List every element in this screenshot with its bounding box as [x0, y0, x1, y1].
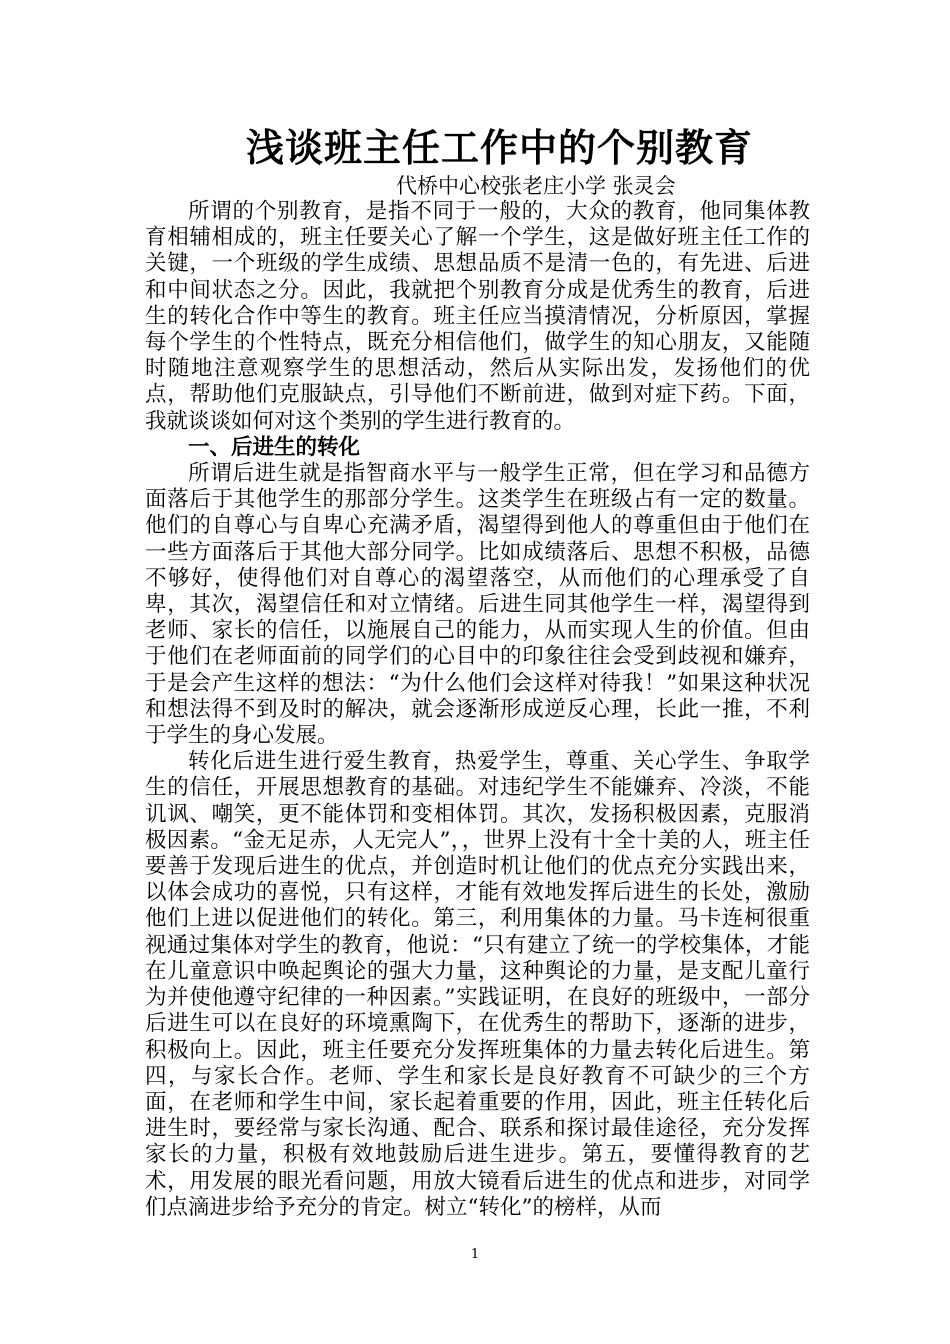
document-body	[145, 199, 810, 1221]
page-number: 1	[470, 1247, 480, 1262]
intro-paragraph: 所谓的个别教育，是指不同于一般的，大众的教育，他同集体教育相辅相成的，班主任要关心了解一个学生，这是做好班主任工作的关键，一个班级的学生成绩、思想品质不是清一色的，有先进、后进和中间状态之分。因此，我就把个别教育分成是优秀生的教育，后进生的转化合作中等生的教育。班主任应当摸清情况，分析原因，掌握每个学生的个性特点，既充分相信他们，做学生的知心朋友，又能随时随地注意观察学生的思想活动，然后从实际出发，发扬他们的优点，帮助他们克服缺点，引导他们不断前进，做到对症下药。下面，我就谈谈如何对这个类别的学生进行教育的。	[145, 199, 810, 434]
document-title: 浅谈班主任工作中的个别教育	[246, 126, 754, 170]
body-paragraph: 转化后进生进行爱生教育，热爱学生，尊重、关心学生、争取学生的信任，开展思想教育的基础。对违纪学生不能嫌弃、冷淡，不能讥讽、嘲笑，更不能体罚和变相体罚。其次，发扬积极因素，克服消极因素。“金无足赤，人无完人”，，世界上没有十全十美的人，班主任要善于发现后进生的优点，并创造时机让他们的优点充分实践出来，以体会成功的喜悦，只有这样，才能有效地发挥后进生的长处，激励他们上进以促进他们的转化。第三，利用集体的力量。马卡连柯很重视通过集体对学生的教育，他说：“只有建立了统一的学校集体，才能在儿童意识中唤起舆论的强大力量，这种舆论的力量，是支配儿童行为并使他遵守纪律的一种因素。”实践证明，在良好的班级中，一部分后进生可以在良好的环境熏陶下，在优秀生的帮助下，逐渐的进步，积极向上。因此，班主任要充分发挥班集体的力量去转化后进生。第四，与家长合作。老师、学生和家长是良好教育不可缺少的三个方面，在老师和学生中间，家长起着重要的作用，因此，班主任转化后进生时，要经常与家长沟通、配合、联系和探讨最佳途径，充分发挥家长的力量，积极有效地鼓励后进生进步。第五，要懂得教育的艺术，用发展的眼光看问题，用放大镜看后进生的优点和进步，对同学们点滴进步给予充分的肯定。树立“转化”的榜样，从而	[145, 749, 810, 1220]
body-paragraph: 所谓后进生就是指智商水平与一般学生正常，但在学习和品德方面落后于其他学生的那部分学生。这类学生在班级占有一定的数量。他们的自尊心与自卑心充满矛盾，渴望得到他人的尊重但由于他们在一些方面落后于其他大部分同学。比如成绩落后、思想不积极，品德不够好，使得他们对自尊心的渴望落空，从而他们的心理承受了自卑，其次，渴望信任和对立情绪。后进生同其他学生一样，渴望得到老师、家长的信任，以施展自己的能力，从而实现人生的价值。但由于他们在老师面前的同学们的心目中的印象往往会受到歧视和嫌弃，于是会产生这样的想法：“为什么他们会这样对待我！”如果这种状况和想法得不到及时的解决，就会逐渐形成逆反心理，长此一推，不利于学生的身心发展。	[145, 461, 810, 749]
author-line: 代桥中心校张老庄小学 张灵会	[396, 174, 676, 198]
section-heading: 一、后进生的转化	[188, 434, 361, 460]
